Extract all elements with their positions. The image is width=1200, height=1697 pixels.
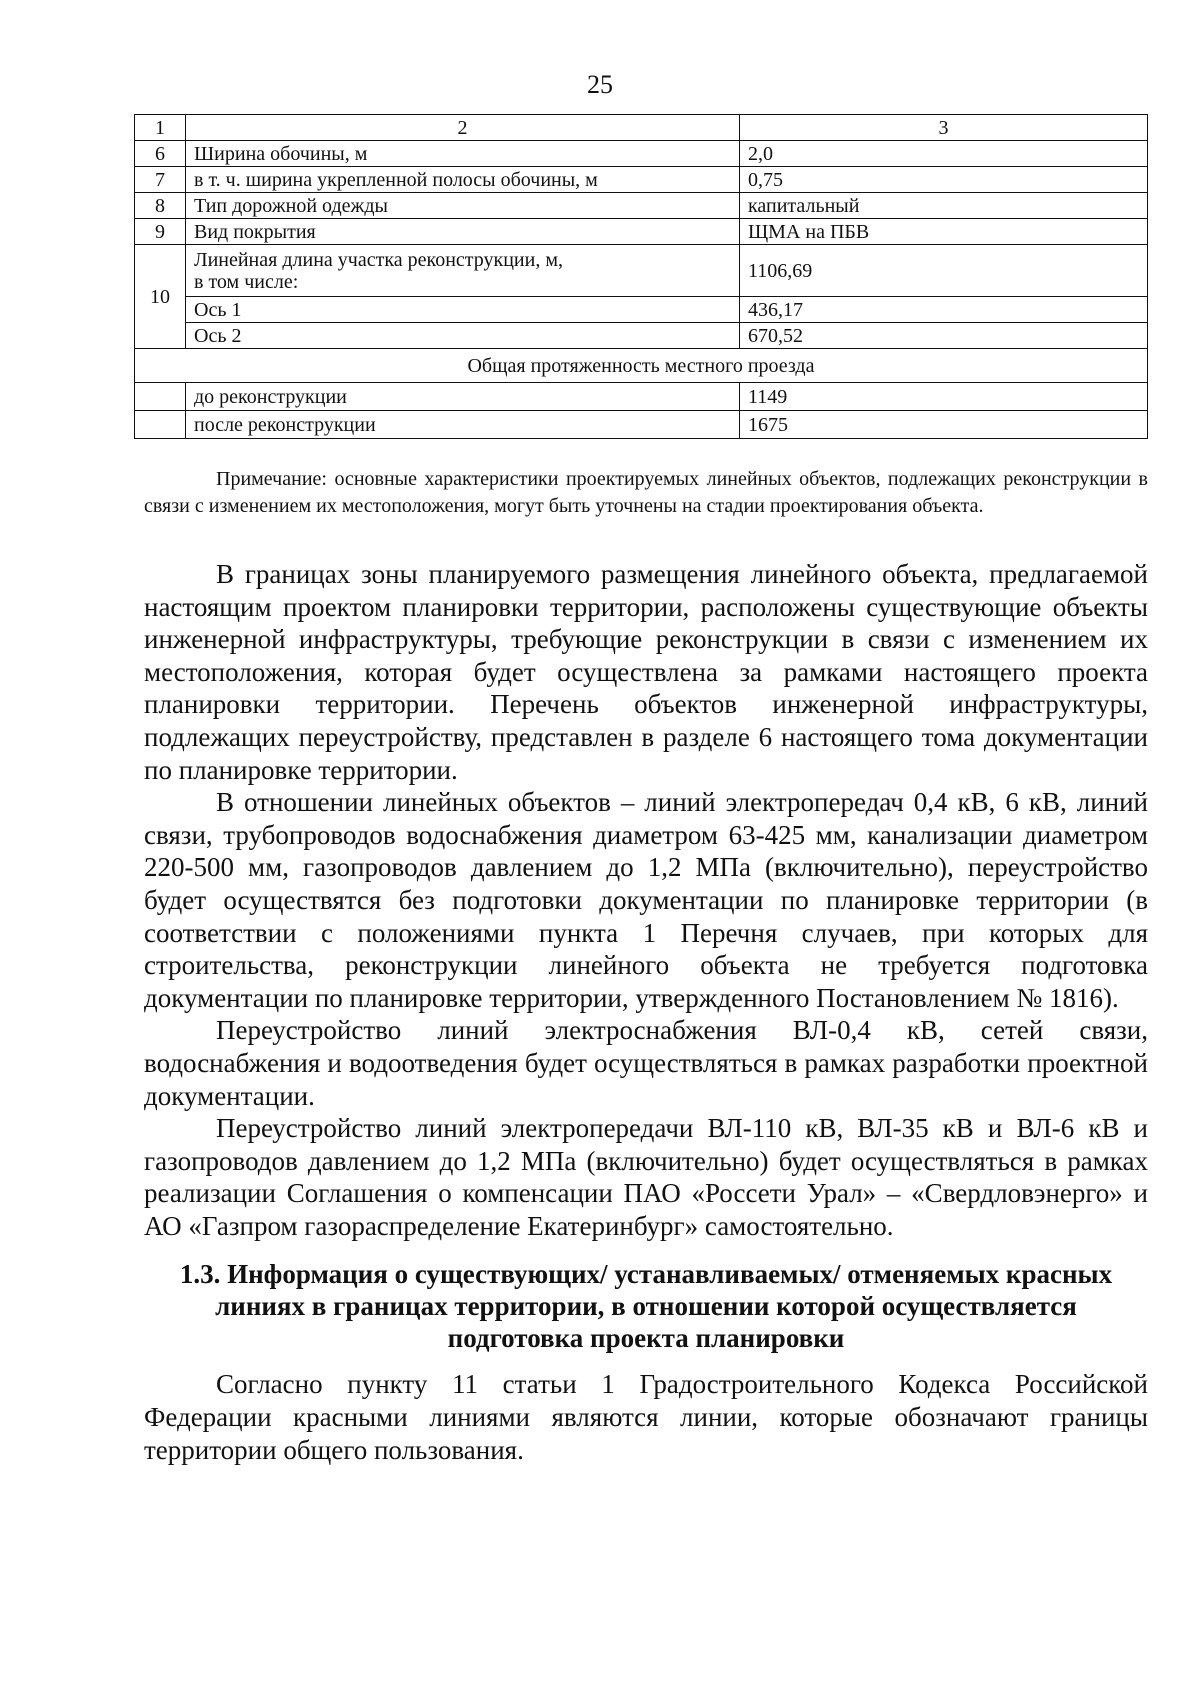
row-name: [186, 245, 740, 297]
row-value: 1675: [740, 411, 1148, 439]
table-row: [135, 141, 1148, 167]
table-row: [135, 383, 1148, 411]
table-row: [135, 219, 1148, 245]
row-name: до реконструкции: [186, 383, 740, 411]
row-value: 670,52: [740, 323, 1148, 349]
table-row: [135, 297, 1148, 323]
paragraph: Согласно пункту 11 статьи 1 Градостроительного Кодекса Российской Федерации красными линиями являются линии, которые обозначают границы территории общего пользования.: [144, 1369, 1148, 1465]
row-name-line: Линейная длина участка реконструкции, м,: [194, 248, 563, 271]
row-number: [135, 383, 186, 411]
paragraph: В границах зоны планируемого размещения линейного объекта, предлагаемой настоящим проектом планировки территории, расположены существующие объекты инженерной инфраструктуры, требующие реконструкции в связи с изменением их местоположения, которая будет осуществлена за рамками настоящего проекта планировки территории. Перечень объектов инженерной инфраструктуры, подлежащих переустройству, представлен в разделе 6 настоящего тома документации по планировке территории.: [144, 559, 1148, 785]
row-name: Ширина обочины, м: [186, 141, 740, 167]
row-value: 1149: [740, 383, 1148, 411]
row-value: 1106,69: [740, 245, 1148, 297]
table-header-cell: 1: [135, 115, 186, 141]
table-span-row: [135, 349, 1148, 383]
row-value: капитальный: [740, 193, 1148, 219]
table-header-row: [135, 115, 1148, 141]
row-number: 8: [135, 193, 186, 219]
row-number: 9: [135, 219, 186, 245]
characteristics-table: [134, 114, 1148, 439]
table-note: Примечание: основные характеристики проектируемых линейных объектов, подлежащих реконструкции в связи с изменением их местоположения, могут быть уточнены на стадии проектирования объекта.: [144, 468, 1148, 517]
section-heading: 1.3. Информация о существующих/ устанавливаемых/ отменяемых красных линиях в границах территории, в отношении которой осуществляется подготовка проекта планировки: [179, 1259, 1113, 1354]
body-text: [144, 558, 1148, 1466]
span-title: Общая протяженность местного проезда: [135, 349, 1148, 383]
paragraph: Переустройство линий электропередачи ВЛ-110 кВ, ВЛ-35 кВ и ВЛ-6 кВ и газопроводов давлением до 1,2 МПа (включительно) будет осуществляться в рамках реализации Соглашения о компенсации ПАО «Россети Урал» – «Свердловэнерго» и АО «Газпром газораспределение Екатеринбург» самостоятельно.: [144, 1113, 1148, 1241]
paragraph: Переустройство линий электроснабжения ВЛ-0,4 кВ, сетей связи, водоснабжения и водоотведения будет осуществляться в рамках разработки проектной документации.: [144, 1015, 1148, 1111]
page-number: 25: [587, 70, 613, 99]
row-value: 0,75: [740, 167, 1148, 193]
row-number: 10: [135, 245, 186, 349]
row-name: в т. ч. ширина укрепленной полосы обочины, м: [186, 167, 740, 193]
table-row: [135, 245, 1148, 297]
row-name: Ось 2: [186, 323, 740, 349]
row-name: Вид покрытия: [186, 219, 740, 245]
row-number: 7: [135, 167, 186, 193]
row-number: [135, 411, 186, 439]
row-value: 2,0: [740, 141, 1148, 167]
table-row: [135, 411, 1148, 439]
row-name-line: в том числе:: [194, 270, 299, 293]
row-name: Тип дорожной одежды: [186, 193, 740, 219]
table-header-cell: 2: [186, 115, 740, 141]
row-name: Ось 1: [186, 297, 740, 323]
row-number: 6: [135, 141, 186, 167]
row-name: после реконструкции: [186, 411, 740, 439]
table-row: [135, 323, 1148, 349]
row-value: 436,17: [740, 297, 1148, 323]
paragraph: В отношении линейных объектов – линий электропередач 0,4 кВ, 6 кВ, линий связи, трубопроводов водоснабжения диаметром 63-425 мм, канализации диаметром 220-500 мм, газопроводов давлением до 1,2 МПа (включительно), переустройство будет осуществятся без подготовки документации по планировке территории (в соответствии с положениями пункта 1 Перечня случаев, при которых для строительства, реконструкции линейного объекта не требуется подготовка документации по планировке территории, утвержденного Постановлением № 1816).: [144, 787, 1148, 1013]
row-value: ЩМА на ПБВ: [740, 219, 1148, 245]
table-row: [135, 193, 1148, 219]
table-header-cell: 3: [740, 115, 1148, 141]
table-row: [135, 167, 1148, 193]
